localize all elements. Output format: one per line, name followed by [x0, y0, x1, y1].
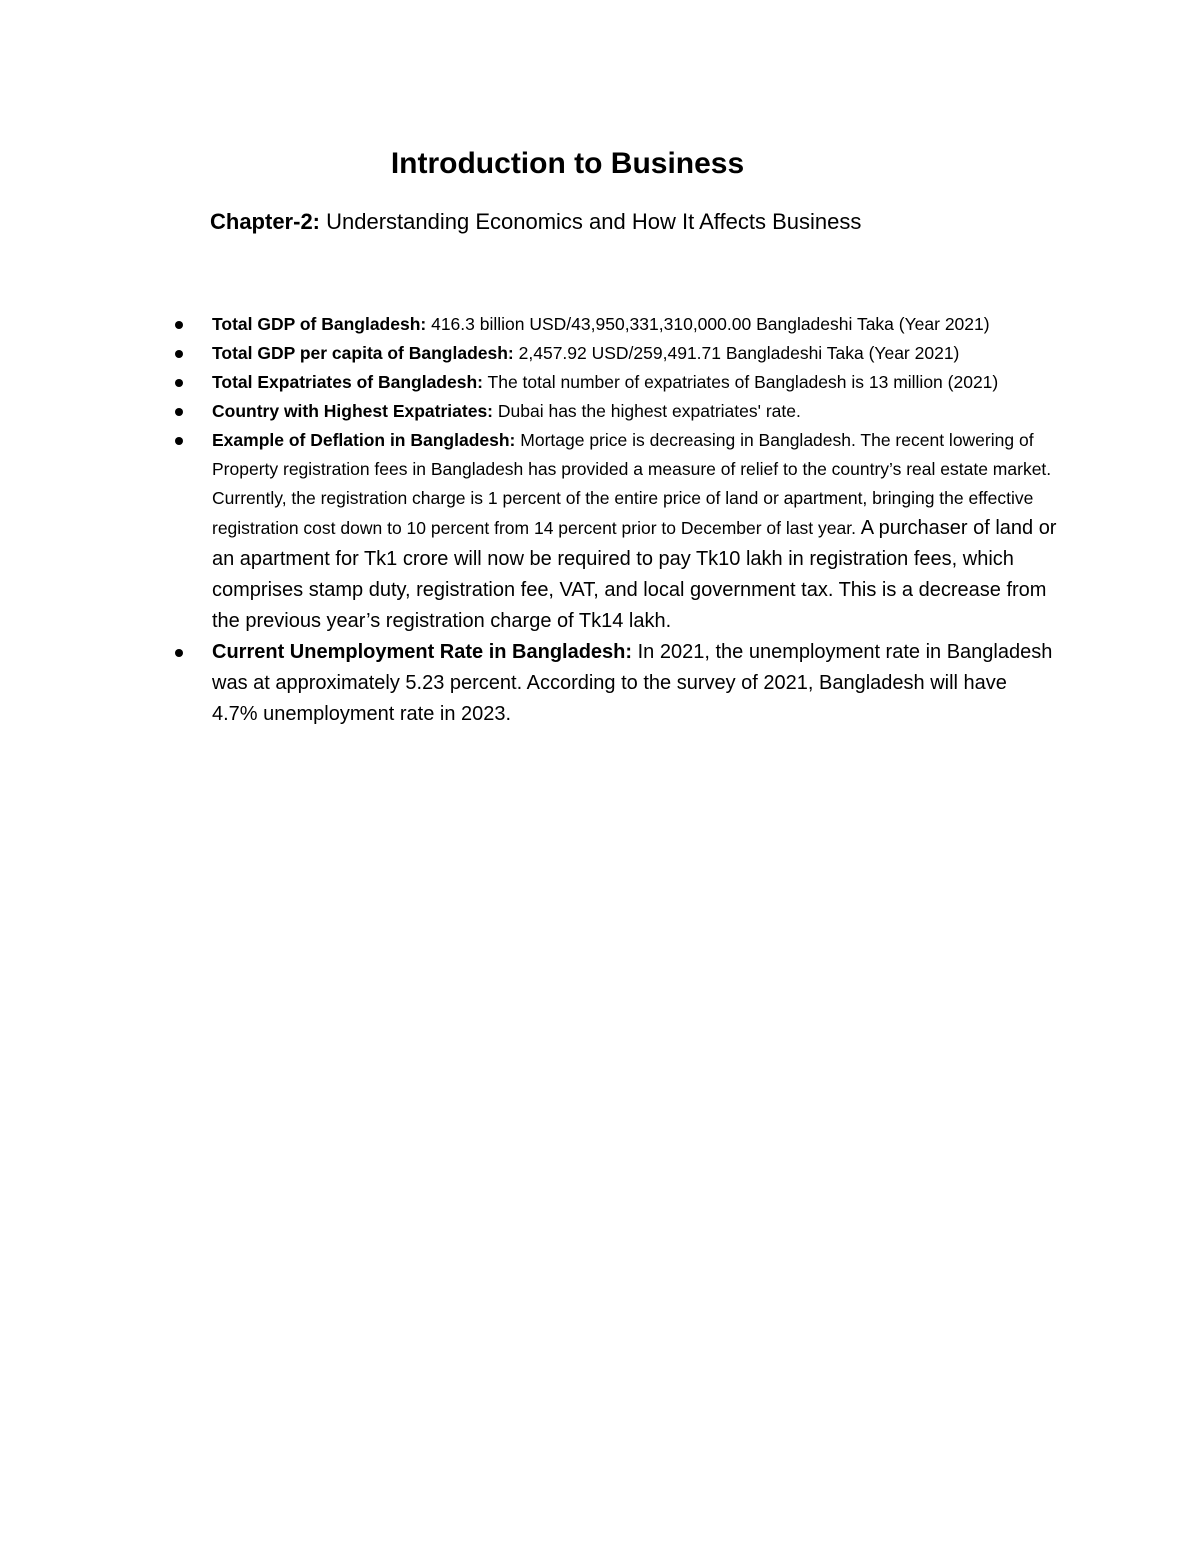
document-title: Introduction to Business [390, 147, 745, 180]
list-item-gdp [172, 310, 1057, 339]
bullet-icon [175, 379, 183, 387]
chapter-heading [210, 206, 861, 238]
item-label: Current Unemployment Rate in Bangladesh: [212, 641, 633, 663]
item-label: Country with Highest Expatriates: [212, 401, 494, 421]
item-label: Total Expatriates of Bangladesh: [212, 372, 483, 392]
item-text: The total number of expatriates of Bangladesh is 13 million (2021) [482, 372, 999, 392]
bullet-icon [175, 321, 183, 329]
bullet-icon [175, 437, 183, 445]
item-label: Total GDP of Bangladesh: [212, 314, 427, 334]
list-item-highest-expatriates [172, 397, 1057, 426]
item-label: Example of Deflation in Bangladesh: [212, 430, 516, 450]
item-text: 416.3 billion USD/43,950,331,310,000.00 Bangladeshi Taka (Year 2021) [426, 314, 990, 334]
item-text: Dubai has the highest expatriates' rate. [493, 401, 801, 421]
list-item-expatriates [172, 368, 1057, 397]
item-label: Total GDP per capita of Bangladesh: [212, 343, 514, 363]
list-item-unemployment [172, 637, 1057, 730]
item-text: Mortage price is decreasing in Bangladesh. The recent lowering of Property registration fees in Bangladesh has provided a measure of relief to the country’s real estate market. Currently, the registration charge is 1 percent of the entire price of land or apartment, bringing the effective registration cost down to 10 percent from 14 percent prior to December of last year. [212, 430, 1052, 538]
chapter-title: Understanding Economics and How It Affects Business [320, 209, 862, 234]
facts-list [172, 310, 1057, 730]
bullet-icon [175, 408, 183, 416]
bullet-icon [175, 649, 183, 657]
item-text: 2,457.92 USD/259,491.71 Bangladeshi Taka (Year 2021) [513, 343, 960, 363]
item-text-large: A purchaser of land or an apartment for Tk1 crore will now be required to pay Tk10 lakh in registration fees, which comprises stamp duty, registration fee, VAT, and local government tax. This is a decrease from the previous year’s registration charge of Tk14 lakh. [212, 517, 1057, 632]
list-item-gdp-per-capita [172, 339, 1057, 368]
list-item-deflation [172, 426, 1057, 637]
bullet-icon [175, 350, 183, 358]
chapter-label: Chapter-2: [210, 209, 321, 234]
item-text: In 2021, the unemployment rate in Bangladesh was at approximately 5.23 percent. According to the survey of 2021, Bangladesh will have 4.7% unemployment rate in 2023. [212, 641, 1053, 725]
